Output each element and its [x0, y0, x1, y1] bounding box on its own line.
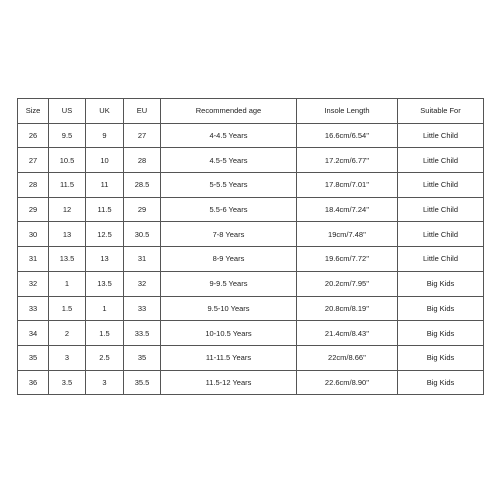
insole-length-cell: 17.8cm/7.01'': [297, 173, 398, 198]
eu-size-cell: 32: [124, 271, 161, 296]
table-row: [18, 148, 484, 173]
uk-size-cell: 1: [86, 296, 124, 321]
table-row: [18, 345, 484, 370]
us-size-cell: 13.5: [49, 247, 86, 272]
uk-size-cell: 12.5: [86, 222, 124, 247]
suitable-for-cell: Little Child: [398, 123, 484, 148]
us-size-cell: 1: [49, 271, 86, 296]
table-row: [18, 222, 484, 247]
insole-length-cell: 20.2cm/7.95'': [297, 271, 398, 296]
recommended-age-cell: 11.5-12 Years: [161, 370, 297, 395]
eu-size-cell: 28: [124, 148, 161, 173]
size-cell: 35: [18, 345, 49, 370]
recommended-age-cell: 8-9 Years: [161, 247, 297, 272]
uk-size-cell: 9: [86, 123, 124, 148]
table-row: [18, 296, 484, 321]
recommended-age-cell: 4.5-5 Years: [161, 148, 297, 173]
us-size-cell: 1.5: [49, 296, 86, 321]
recommended-age-cell: 10-10.5 Years: [161, 321, 297, 346]
eu-size-cell: 35: [124, 345, 161, 370]
eu-size-cell: 31: [124, 247, 161, 272]
eu-size-cell: 35.5: [124, 370, 161, 395]
uk-size-cell: 11: [86, 173, 124, 198]
insole-length-cell: 19.6cm/7.72'': [297, 247, 398, 272]
suitable-for-cell: Little Child: [398, 247, 484, 272]
us-size-cell: 10.5: [49, 148, 86, 173]
insole-length-cell: 16.6cm/6.54'': [297, 123, 398, 148]
eu-size-cell: 33: [124, 296, 161, 321]
insole-length-cell: 22.6cm/8.90'': [297, 370, 398, 395]
table-row: [18, 321, 484, 346]
size-cell: 30: [18, 222, 49, 247]
insole-length-cell: 18.4cm/7.24'': [297, 197, 398, 222]
size-cell: 32: [18, 271, 49, 296]
header-size: Size: [18, 99, 49, 124]
table-row: [18, 370, 484, 395]
size-cell: 27: [18, 148, 49, 173]
eu-size-cell: 27: [124, 123, 161, 148]
header-suitable-for: Suitable For: [398, 99, 484, 124]
recommended-age-cell: 9.5-10 Years: [161, 296, 297, 321]
us-size-cell: 11.5: [49, 173, 86, 198]
table-row: [18, 271, 484, 296]
size-cell: 36: [18, 370, 49, 395]
size-cell: 29: [18, 197, 49, 222]
size-chart-body: [18, 123, 484, 395]
header-us: US: [49, 99, 86, 124]
recommended-age-cell: 5.5-6 Years: [161, 197, 297, 222]
table-row: [18, 123, 484, 148]
recommended-age-cell: 5-5.5 Years: [161, 173, 297, 198]
header-recommended-age: Recommended age: [161, 99, 297, 124]
header-uk: UK: [86, 99, 124, 124]
suitable-for-cell: Big Kids: [398, 271, 484, 296]
recommended-age-cell: 11-11.5 Years: [161, 345, 297, 370]
insole-length-cell: 21.4cm/8.43'': [297, 321, 398, 346]
suitable-for-cell: Little Child: [398, 148, 484, 173]
eu-size-cell: 28.5: [124, 173, 161, 198]
table-row: [18, 247, 484, 272]
eu-size-cell: 30.5: [124, 222, 161, 247]
uk-size-cell: 11.5: [86, 197, 124, 222]
recommended-age-cell: 7-8 Years: [161, 222, 297, 247]
header-row: [18, 99, 484, 124]
insole-length-cell: 22cm/8.66'': [297, 345, 398, 370]
suitable-for-cell: Big Kids: [398, 296, 484, 321]
suitable-for-cell: Little Child: [398, 197, 484, 222]
us-size-cell: 3: [49, 345, 86, 370]
header-insole-length: Insole Length: [297, 99, 398, 124]
us-size-cell: 13: [49, 222, 86, 247]
size-cell: 34: [18, 321, 49, 346]
us-size-cell: 3.5: [49, 370, 86, 395]
us-size-cell: 2: [49, 321, 86, 346]
recommended-age-cell: 9-9.5 Years: [161, 271, 297, 296]
uk-size-cell: 13: [86, 247, 124, 272]
uk-size-cell: 10: [86, 148, 124, 173]
header-eu: EU: [124, 99, 161, 124]
suitable-for-cell: Big Kids: [398, 370, 484, 395]
uk-size-cell: 3: [86, 370, 124, 395]
table-row: [18, 197, 484, 222]
insole-length-cell: 17.2cm/6.77'': [297, 148, 398, 173]
uk-size-cell: 13.5: [86, 271, 124, 296]
size-cell: 31: [18, 247, 49, 272]
eu-size-cell: 29: [124, 197, 161, 222]
uk-size-cell: 2.5: [86, 345, 124, 370]
size-cell: 33: [18, 296, 49, 321]
insole-length-cell: 20.8cm/8.19'': [297, 296, 398, 321]
insole-length-cell: 19cm/7.48'': [297, 222, 398, 247]
uk-size-cell: 1.5: [86, 321, 124, 346]
size-cell: 28: [18, 173, 49, 198]
us-size-cell: 12: [49, 197, 86, 222]
eu-size-cell: 33.5: [124, 321, 161, 346]
size-chart-table: [17, 98, 484, 395]
table-row: [18, 173, 484, 198]
suitable-for-cell: Big Kids: [398, 345, 484, 370]
suitable-for-cell: Little Child: [398, 173, 484, 198]
recommended-age-cell: 4-4.5 Years: [161, 123, 297, 148]
size-cell: 26: [18, 123, 49, 148]
suitable-for-cell: Big Kids: [398, 321, 484, 346]
suitable-for-cell: Little Child: [398, 222, 484, 247]
us-size-cell: 9.5: [49, 123, 86, 148]
